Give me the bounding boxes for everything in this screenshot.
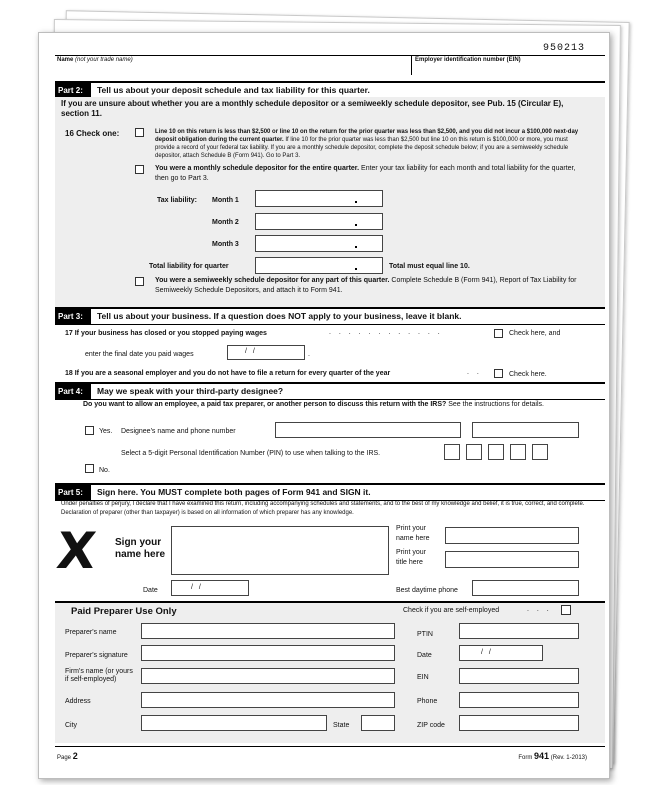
- daytime-phone-input[interactable]: [472, 580, 579, 596]
- line16-option1-text: Line 10 on this return is less than $2,500 or line 10 on the return for the prior quarter was less than $2,500, and you did not incur a $100,000 next-day deposit obligation during the current quarter. If line 10 for the prior quarter was less than $2,500 but line 10 on this return is $100,000 or more, you must provide a record of your federal tax liability. If you are a monthly schedule depositor, complete the deposit schedule below; if you are a semiweekly schedule depositor, attach Schedule B (Form 941). Go to Part 3.: [155, 129, 579, 159]
- dot-leader: . . . . . . . . . . . .: [329, 329, 443, 336]
- ein-label: Employer identification number (EIN): [415, 57, 521, 63]
- designee-no-checkbox[interactable]: [85, 464, 94, 473]
- date-slashes: / /: [245, 348, 257, 355]
- designee-name-input[interactable]: [275, 422, 461, 438]
- part5-tag: Part 5:: [55, 485, 91, 500]
- preparer-date-label: Date: [417, 652, 432, 659]
- designee-phone-input[interactable]: [472, 422, 579, 438]
- self-employed-checkbox[interactable]: [561, 605, 571, 615]
- print-name-label: Print your: [396, 525, 426, 532]
- sign-here-mark: X: [53, 522, 99, 580]
- firm-ein-input[interactable]: [459, 668, 579, 684]
- line17-check-label: Check here, and: [509, 330, 561, 337]
- part4-title: May we speak with your third-party designee?: [97, 386, 284, 396]
- part2-tag: Part 2:: [55, 83, 91, 98]
- date-slashes: / /: [191, 584, 203, 591]
- pin-digit-1[interactable]: [444, 444, 460, 460]
- sign-label: Sign your: [115, 537, 162, 548]
- firm-name-input[interactable]: [141, 668, 395, 684]
- part2-title: Tell us about your deposit schedule and tax liability for this quarter.: [97, 85, 370, 95]
- final-date-input[interactable]: [227, 345, 305, 360]
- form-number: Form 941 (Rev. 1-2013): [518, 751, 587, 761]
- line16-option3-text: You were a semiweekly schedule depositor for any part of this quarter. Complete Schedule B (Form 941), Report of Tax Liability for Semiweekly Schedule Depositors, and attach it to Form 941.: [155, 277, 577, 294]
- decimal-point: [355, 201, 357, 203]
- print-name-label: name here: [396, 535, 430, 542]
- preparer-date-input[interactable]: [459, 645, 543, 661]
- line17-checkbox[interactable]: [494, 329, 503, 338]
- zip-input[interactable]: [459, 715, 579, 731]
- part4-header: [55, 382, 605, 400]
- divider: [411, 55, 412, 75]
- pin-digit-4[interactable]: [510, 444, 526, 460]
- state-input[interactable]: [361, 715, 395, 731]
- firm-name-label: Firm's name (or yours: [65, 668, 133, 675]
- period: .: [308, 351, 310, 358]
- line18-checkbox[interactable]: [494, 369, 503, 378]
- page-number: Page 2: [57, 751, 78, 761]
- signature-input[interactable]: [171, 526, 389, 575]
- print-title-label: title here: [396, 559, 423, 566]
- part4-tag: Part 4:: [55, 384, 91, 399]
- pin-digit-5[interactable]: [532, 444, 548, 460]
- decimal-point: [355, 268, 357, 270]
- city-input[interactable]: [141, 715, 327, 731]
- month1-input[interactable]: [255, 190, 383, 207]
- firm-name-label: if self-employed): [65, 676, 117, 683]
- state-label: State: [333, 722, 350, 729]
- month1-label: Month 1: [212, 197, 239, 204]
- divider: [55, 746, 605, 747]
- month3-input[interactable]: [255, 235, 383, 252]
- form-page: [38, 32, 610, 779]
- part2-intro: If you are unsure about whether you are a monthly schedule depositor or a semiweekly schedule depositor, see Pub. 15 (Circular E), section 11.: [61, 99, 564, 118]
- pin-label: Select a 5-digit Personal Identification Number (PIN) to use when talking to the IRS.: [121, 450, 381, 457]
- line16-option2-text: You were a monthly schedule depositor for the entire quarter. Enter your tax liability for each month and total liability for the quarter, then go to Part 3.: [155, 165, 576, 182]
- designee-name-label: Designee's name and phone number: [121, 428, 236, 435]
- yes-label: Yes.: [99, 428, 113, 435]
- ein-label: EIN: [417, 674, 429, 681]
- line16-label: 16 Check one:: [65, 129, 120, 138]
- daytime-phone-label: Best daytime phone: [396, 587, 458, 594]
- month3-label: Month 3: [212, 241, 239, 248]
- perjury-declaration: Under penalties of perjury, I declare that I have examined this return, including accompanying schedules and statements, and to the best of my knowledge and belief, it is true, correct, and complete. Declaration of preparer (other than taxpayer) is based on all information of which preparer has any knowledge.: [61, 501, 585, 516]
- print-title-input[interactable]: [445, 551, 579, 568]
- line17-text: 17 If your business has closed or you stopped paying wages: [65, 330, 267, 337]
- print-name-input[interactable]: [445, 527, 579, 544]
- preparer-phone-input[interactable]: [459, 692, 579, 708]
- preparer-name-label: Preparer's name: [65, 629, 117, 636]
- form-code: 950213: [542, 43, 585, 54]
- address-input[interactable]: [141, 692, 395, 708]
- tax-liability-label: Tax liability:: [157, 197, 197, 204]
- month2-label: Month 2: [212, 219, 239, 226]
- decimal-point: [355, 224, 357, 226]
- part5-header: [55, 483, 605, 501]
- line18-check-label: Check here.: [509, 371, 547, 378]
- line16-option2-checkbox[interactable]: [135, 165, 144, 174]
- date-label: Date: [143, 587, 158, 594]
- dot-leader: . .: [467, 369, 482, 376]
- part3-header: [55, 307, 605, 325]
- part3-tag: Part 3:: [55, 309, 91, 324]
- ptin-input[interactable]: [459, 623, 579, 639]
- line16-option1-checkbox[interactable]: [135, 128, 144, 137]
- preparer-name-input[interactable]: [141, 623, 395, 639]
- part5-title: Sign here. You MUST complete both pages of Form 941 and SIGN it.: [97, 487, 371, 497]
- signature-date-input[interactable]: [171, 580, 249, 596]
- preparer-signature-label: Preparer's signature: [65, 652, 128, 659]
- no-label: No.: [99, 467, 110, 474]
- divider: [55, 55, 605, 56]
- part3-title: Tell us about your business. If a question does NOT apply to your business, leave it blank.: [97, 311, 462, 321]
- zip-label: ZIP code: [417, 722, 445, 729]
- designee-yes-checkbox[interactable]: [85, 426, 94, 435]
- pin-digit-3[interactable]: [488, 444, 504, 460]
- preparer-signature-input[interactable]: [141, 645, 395, 661]
- final-date-label: enter the final date you paid wages: [85, 351, 194, 358]
- total-note: Total must equal line 10.: [389, 263, 470, 270]
- dot-leader: . . .: [527, 606, 552, 613]
- self-employed-label: Check if you are self-employed: [403, 607, 500, 614]
- line16-option3-checkbox[interactable]: [135, 277, 144, 286]
- print-title-label: Print your: [396, 549, 426, 556]
- name-label: Name (not your trade name): [57, 57, 133, 63]
- city-label: City: [65, 722, 78, 729]
- line18-text: 18 If you are a seasonal employer and you do not have to file a return for every quarter of the year: [65, 370, 391, 377]
- designee-question: Do you want to allow an employee, a paid tax preparer, or another person to discuss this return with the IRS? See the instructions for details.: [83, 401, 544, 408]
- address-label: Address: [65, 698, 91, 705]
- sign-label: name here: [115, 549, 166, 560]
- total-liability-input[interactable]: [255, 257, 383, 274]
- total-liability-label: Total liability for quarter: [149, 263, 229, 270]
- ptin-label: PTIN: [417, 631, 433, 638]
- date-slashes: / /: [481, 649, 493, 656]
- pin-digit-2[interactable]: [466, 444, 482, 460]
- decimal-point: [355, 246, 357, 248]
- paid-preparer-title: Paid Preparer Use Only: [71, 606, 177, 617]
- phone-label: Phone: [417, 698, 438, 705]
- month2-input[interactable]: [255, 213, 383, 230]
